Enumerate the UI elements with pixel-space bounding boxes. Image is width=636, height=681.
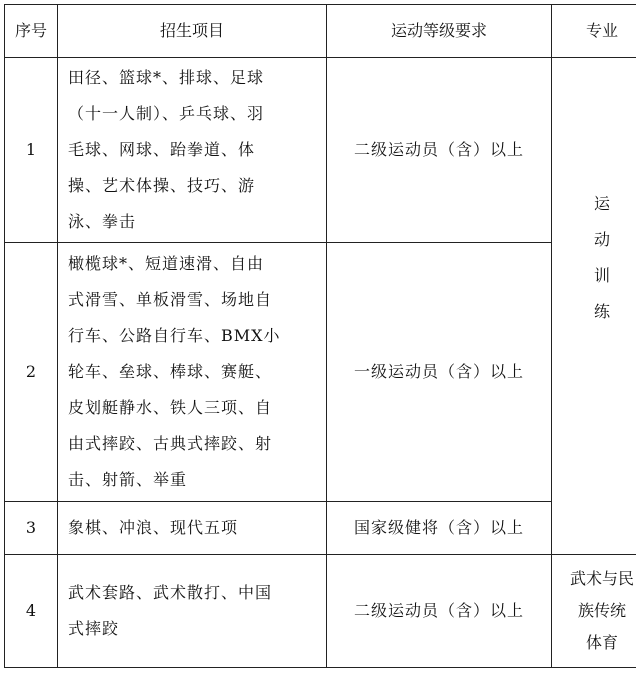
row-item-cell [58,502,327,555]
header-index: 序号 [5,5,58,58]
row-index: 2 [5,243,58,502]
row-item-cell [58,243,327,502]
row-requirement-cell [327,555,552,668]
row-item-cell [58,58,327,243]
major-cell-martial-arts [552,555,636,668]
row-requirement: 二级运动员（含）以上 [353,601,524,620]
row-index: 1 [5,58,58,243]
major-sports-training: 运动训练 [593,194,610,321]
row-index: 4 [5,555,58,668]
sports-admission-table [4,4,636,668]
header-requirement: 运动等级要求 [327,5,552,58]
row-requirement: 国家级健将（含）以上 [353,518,524,537]
major-martial-arts: 武术与民 族传统 体育 [569,569,634,652]
row-item: 象棋、冲浪、现代五项 [68,518,239,537]
row-item: 田径、篮球*、排球、足球 （十一人制）、乒乓球、羽 毛球、网球、跆拳道、体 操、艺术体操、技巧、游 泳、拳击 [68,68,265,231]
table-row [5,502,636,555]
row-requirement: 一级运动员（含）以上 [353,362,524,381]
header-item: 招生项目 [58,5,327,58]
header-row [5,5,636,58]
table-row [5,555,636,668]
row-requirement-cell [327,58,552,243]
row-item: 武术套路、武术散打、中国 式摔跤 [68,583,273,638]
major-cell-sports-training [552,58,636,555]
table-row [5,243,636,502]
header-major: 专业 [552,5,636,58]
table-row [5,58,636,243]
row-requirement: 二级运动员（含）以上 [353,140,524,159]
row-requirement-cell [327,502,552,555]
row-item-cell [58,555,327,668]
row-requirement-cell [327,243,552,502]
row-item: 橄榄球*、短道速滑、自由 式滑雪、单板滑雪、场地自 行车、公路自行车、BMX小 轮车、垒球、棒球、赛艇、 皮划艇静水、铁人三项、自 由式摔跤、古典式摔跤、射 击、射箭、举重 [68,254,281,489]
row-index: 3 [5,502,58,555]
